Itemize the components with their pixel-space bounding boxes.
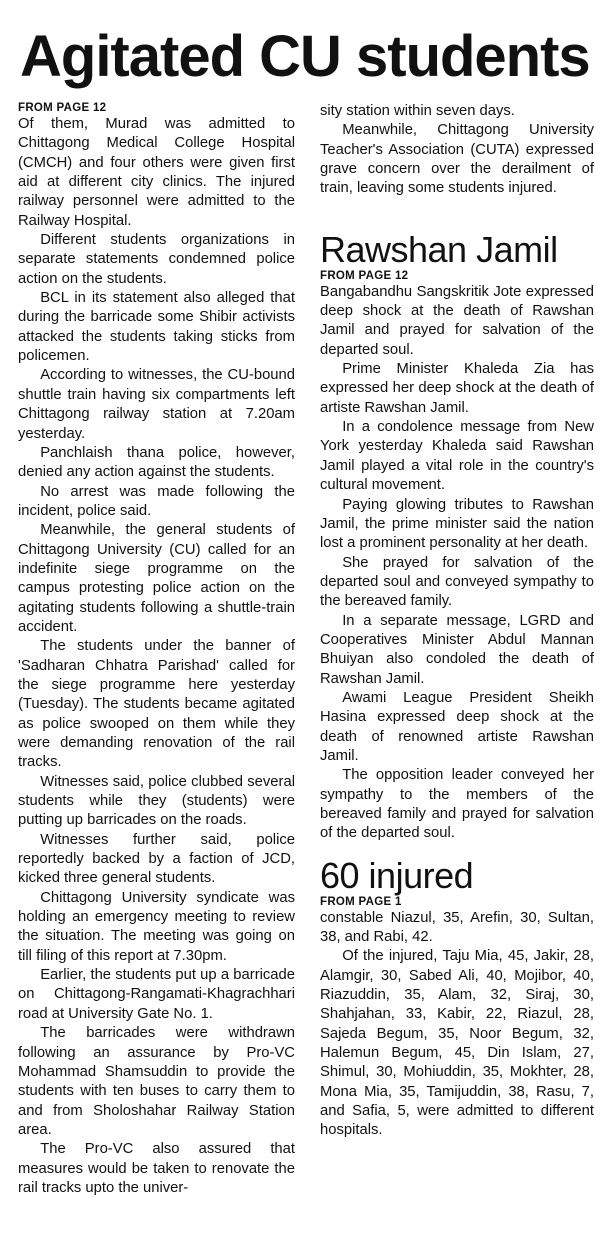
paragraph: Different students organizations in separate statements condemned police action on the students. <box>18 232 295 287</box>
paragraph: The students under the banner of 'Sadharan Chhatra Parishad' called for the siege programme here yesterday (Tuesday). The students became agitated as police swooped on them while they were demanding renovation of the rail tracks. <box>18 638 295 771</box>
paragraph: Witnesses further said, police reportedly backed by a faction of JCD, kicked three general students. <box>18 831 295 887</box>
paragraph: BCL in its statement also alleged that during the barricade some Shibir activists attacked the students taking sticks from policemen. <box>18 290 295 365</box>
paragraph: Prime Minister Khaleda Zia has expressed her deep shock at the death of artiste Rawshan Jamil. <box>320 361 594 416</box>
paragraph: In a condolence message from New York yesterday Khaleda said Rawshan Jamil played a vital role in the country's cultural movement. <box>320 419 594 494</box>
paragraph: Panchlaish thana police, however, denied any action against the students. <box>18 444 295 481</box>
right-column <box>320 102 594 1141</box>
kicker-from-page-12: FROM PAGE 12 <box>320 269 409 282</box>
left-column <box>18 102 295 1198</box>
paragraph: Witnesses said, police clubbed several students while they (students) were putting up barricades on the roads. <box>18 773 295 829</box>
paragraph: Paying glowing tributes to Rawshan Jamil, the prime minister said the nation lost a prominent personality at her death. <box>320 496 594 552</box>
paragraph: The Pro-VC also assured that measures would be taken to renovate the rail tracks upto the univer- <box>18 1141 295 1196</box>
paragraph: Meanwhile, Chittagong University Teacher's Association (CUTA) expressed grave concern over the derailment of train, leaving some students injured. <box>320 122 594 197</box>
paragraph: Earlier, the students put up a barricade on Chittagong-Rangamati-Khagrachhari road at University Gate No. 1. <box>18 967 295 1022</box>
kicker-from-page-12: FROM PAGE 12 <box>18 102 107 114</box>
paragraph: In a separate message, LGRD and Cooperatives Minister Abdul Mannan Bhuiyan also condoled the death of Rawshan Jamil. <box>320 612 594 687</box>
kicker-from-page-1: FROM PAGE 1 <box>320 895 402 908</box>
paragraph: She prayed for salvation of the departed soul and conveyed sympathy to the bereaved family. <box>320 554 594 610</box>
paragraph: Of the injured, Taju Mia, 45, Jakir, 28, Alamgir, 30, Sabed Ali, 40, Mojibor, 40, Riazuddin, 35, Alam, 32, Siraj, 30, Shahjahan, 33, Kabir, 22, Riazul, 28, Sajeda Begum, 35, Noor Begum, 32, Halemun Begum, 45, Din Islam, 27, Shimul, 30, Mohiuddin, 35, Mokhter, 28, Mona Mia, 35, Tamijuddin, 38, Rasu, 7, and Safia, 5, were admitted to different hospitals. <box>320 948 594 1139</box>
paragraph: No arrest was made following the incident, police said. <box>18 483 295 519</box>
paragraph-continued: sity station within seven days. <box>320 103 515 119</box>
paragraph: Awami League President Sheikh Hasina expressed deep shock at the death of renowned artiste Rawshan Jamil. <box>320 689 594 764</box>
rawshan-jamil-title: Rawshan Jamil <box>320 228 558 270</box>
paragraph: The opposition leader conveyed her sympathy to the members of the bereaved family and prayed for salvation of the departed soul. <box>320 767 594 842</box>
sixty-injured-title: 60 injured <box>320 854 474 896</box>
headline: Agitated CU students <box>20 24 590 89</box>
paragraph: constable Niazul, 35, Arefin, 30, Sultan, 38, and Rabi, 42. <box>320 909 594 946</box>
paragraph: Chittagong University syndicate was holding an emergency meeting to review the situation. The meeting was going on till filing of this report at 7.30pm. <box>18 889 295 964</box>
paragraph: According to witnesses, the CU-bound shuttle train having six compartments left Chittagong railway station at 7.20am yesterday. <box>18 367 295 442</box>
paragraph: The barricades were withdrawn following an assurance by Pro-VC Mohammad Shamsuddin to provide the students with ten buses to carry them to and from Sholoshahar Railway Station area. <box>18 1025 295 1138</box>
paragraph: Of them, Murad was admitted to Chittagong Medical College Hospital (CMCH) and four others were given first aid at different city clinics. The injured railway personnel were admitted to the Railway Hospital. <box>18 116 295 229</box>
paragraph: Bangabandhu Sangskritik Jote expressed deep shock at the death of Rawshan Jamil and prayed for salvation of the departed soul. <box>320 283 594 358</box>
paragraph: Meanwhile, the general students of Chittagong University (CU) called for an indefinite siege programme on the campus protesting police action on the agitating students following a shuttle-train accident. <box>18 522 295 635</box>
